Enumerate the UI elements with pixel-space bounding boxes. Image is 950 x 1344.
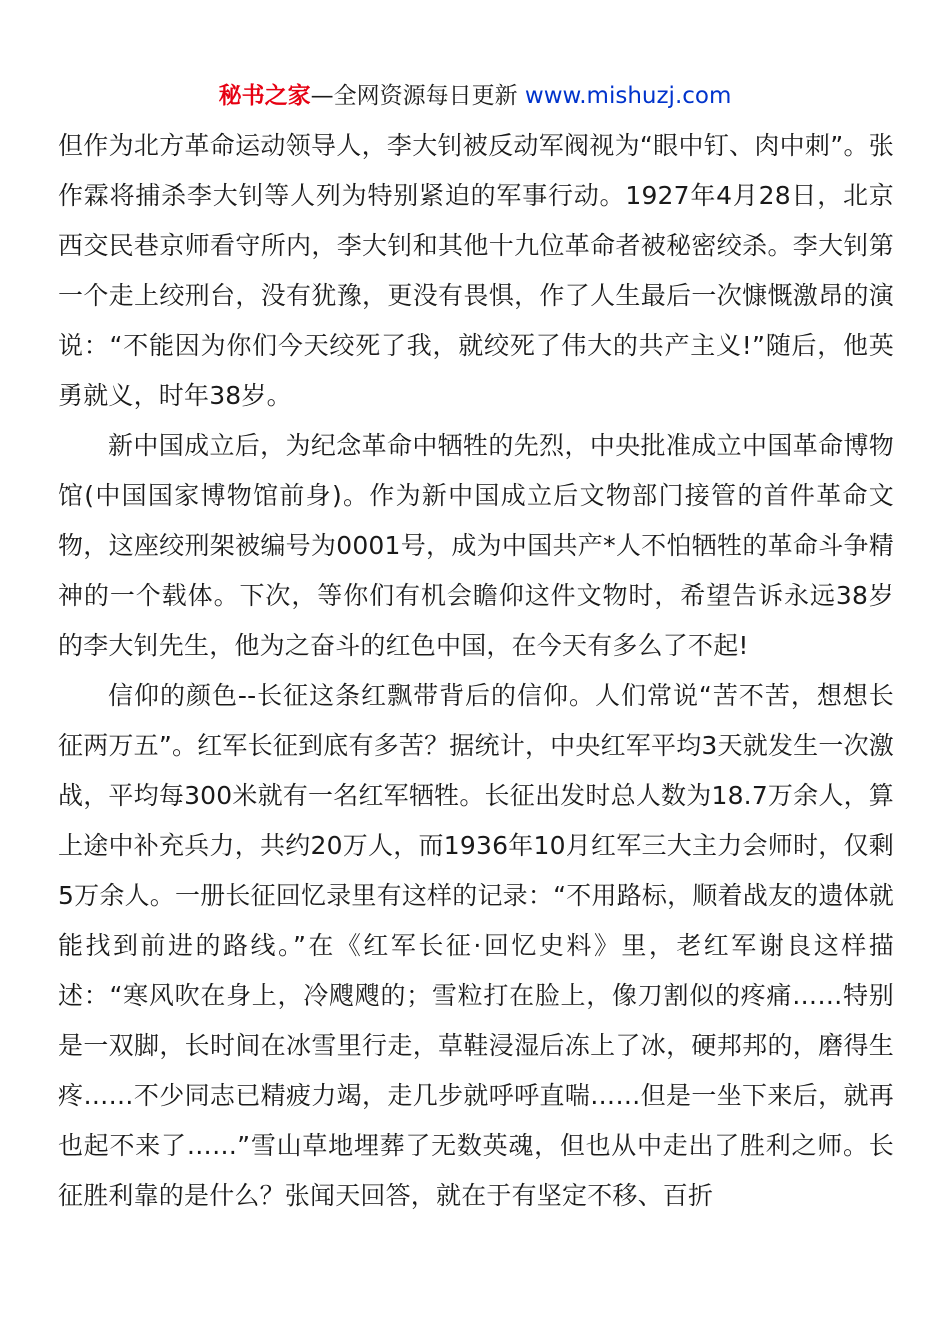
site-url-link[interactable]: www.mishuzj.com [524, 83, 732, 109]
paragraph-long-march: 信仰的颜色--长征这条红飘带背后的信仰。人们常说“苦不苦，想想长征两万五”。红军长征到底有多苦？据统计，中央红军平均3天就发生一次激战，平均每300米就有一名红军牺牲。长征出发时总人数为18.7万余人，算上途中补充兵力，共约20万人，而1936年10月红军三大主力会师时，仅剩5万余人。一册长征回忆录里有这样的记录：“不用路标，顺着战友的遗体就能找到前进的路线。”在《红军长征·回忆史料》里，老红军谢良这样描述：“寒风吹在身上，冷飕飕的；雪粒打在脸上，像刀割似的疼痛……特别是一双脚，长时间在冰雪里行走，草鞋浸湿后冻上了冰，硬邦邦的，磨得生疼……不少同志已精疲力竭，走几步就呼呼直喘……但是一坐下来后，就再也起不来了……”雪山草地埋葬了无数英魂，但也从中走出了胜利之师。长征胜利靠的是什么？张闻天回答，就在于有坚定不移、百折 [58, 681, 894, 1210]
paragraph-li-dazhao-execution: 但作为北方革命运动领导人，李大钊被反动军阀视为“眼中钉、肉中刺”。张作霖将捕杀李大钊等人列为特别紧迫的军事行动。1927年4月28日，北京西交民巷京师看守所内，李大钊和其他十九位革命者被秘密绞杀。李大钊第一个走上绞刑台，没有犹豫，更没有畏惧，作了人生最后一次慷慨激昂的演说：“不能因为你们今天绞死了我，就绞死了伟大的共产主义!”随后，他英勇就义，时年38岁。 [58, 131, 894, 410]
document-body [58, 121, 894, 1221]
header-tagline: —全网资源每日更新 [310, 83, 525, 109]
paragraph-revolution-museum: 新中国成立后，为纪念革命中牺牲的先烈，中央批准成立中国革命博物馆(中国国家博物馆前身)。作为新中国成立后文物部门接管的首件革命文物，这座绞刑架被编号为0001号，成为中国共产*人不怕牺牲的革命斗争精神的一个载体。下次，等你们有机会瞻仰这件文物时，希望告诉永远38岁的李大钊先生，他为之奋斗的红色中国，在今天有多么了不起! [58, 431, 894, 660]
page-header [0, 80, 950, 112]
brand-name: 秘书之家 [218, 83, 311, 109]
